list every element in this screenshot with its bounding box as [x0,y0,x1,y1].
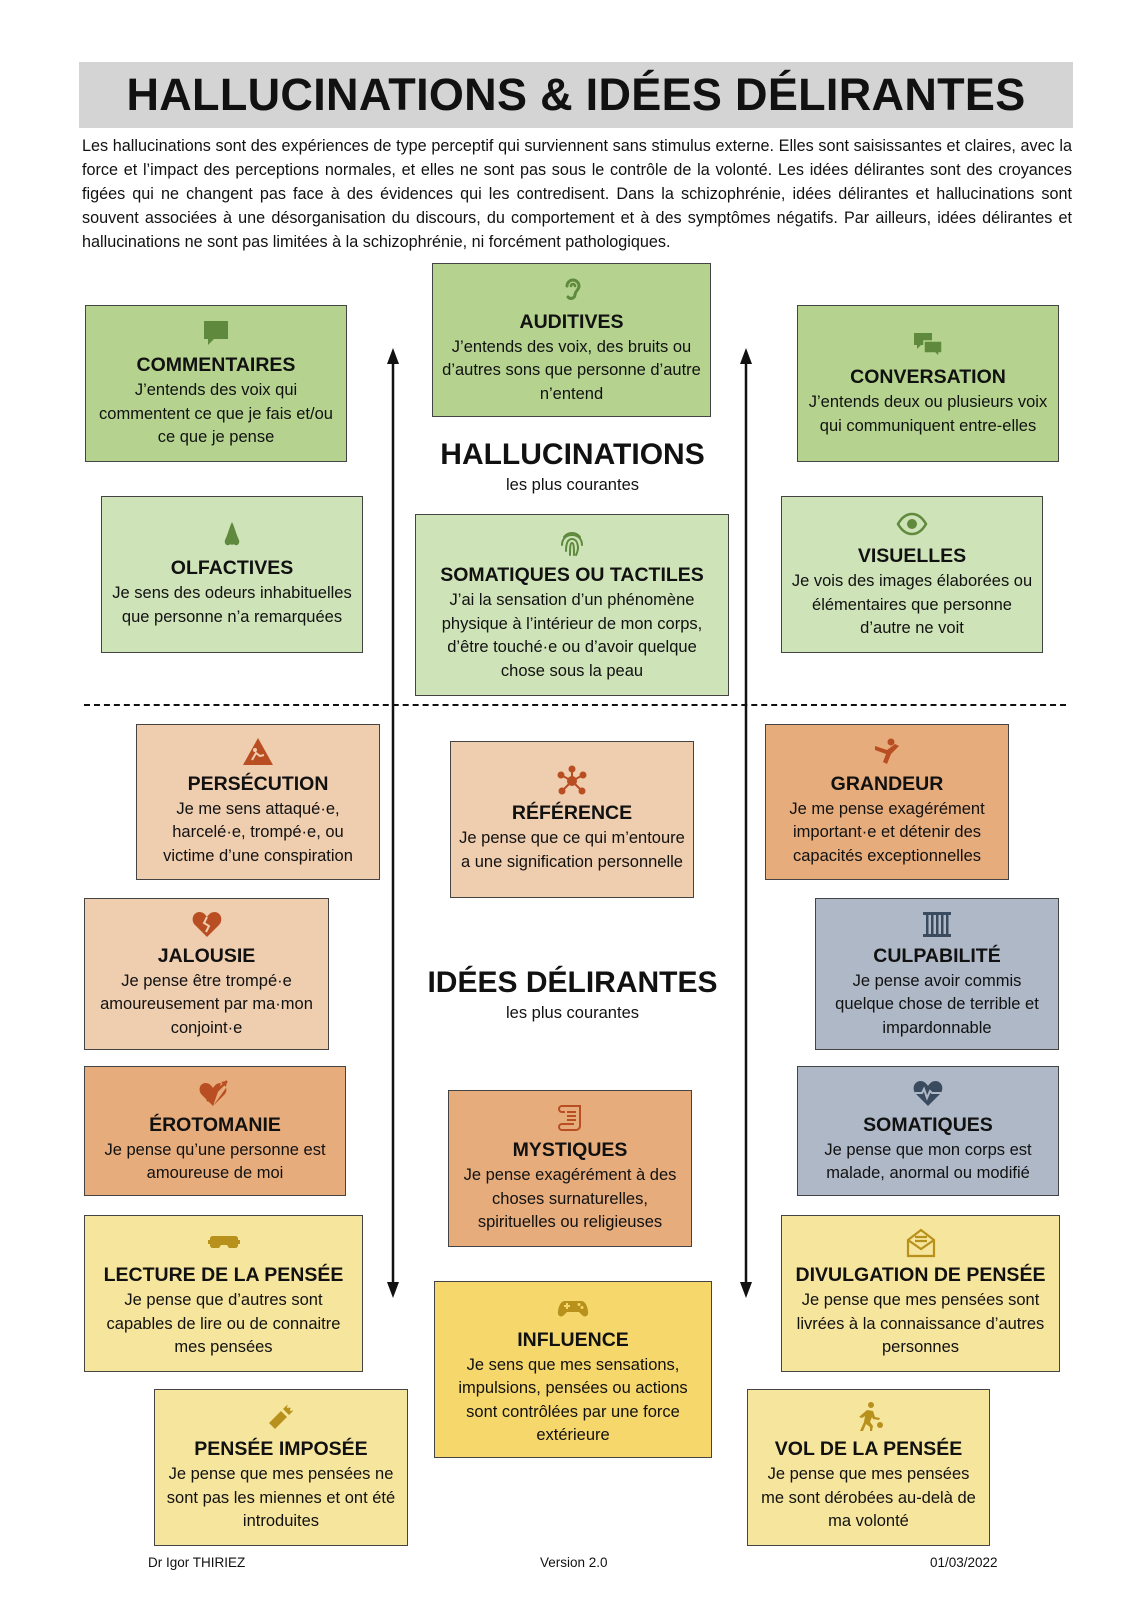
usb-stick-icon [264,1401,298,1433]
box-visuelles: VISUELLES Je vois des images élaborées ou élémentaires que personne d’autre ne voit [781,496,1043,653]
box-divulgation-pensee: DIVULGATION DE PENSÉE Je pense que mes pensées sont livrées à la connaissance d’autres personnes [781,1215,1060,1372]
box-lecture-pensee: LECTURE DE LA PENSÉE Je pense que d’autres sont capables de lire ou de connaitre mes pensées [84,1215,363,1372]
fingerprint-icon [555,527,589,559]
footer-version: Version 2.0 [540,1555,608,1570]
box-pensee-imposee: PENSÉE IMPOSÉE Je pense que mes pensées ne sont pas les miennes et ont été introduites [154,1389,408,1546]
box-olfactives: OLFACTIVES Je sens des odeurs inhabituelles que personne n’a remarquées [101,496,363,653]
prison-icon [920,908,954,940]
left-vertical-arrow [386,348,400,1298]
box-somatiques-tactiles: SOMATIQUES OU TACTILES J’ai la sensation d’un phénomène physique à l’intérieur de mon corps, d’être touché·e ou d’avoir quelque chose sous la peau [415,514,729,696]
speech-bubble-icon [199,317,233,349]
box-vol-pensee: VOL DE LA PENSÉE Je pense que mes pensées me sont dérobées au-delà de ma volonté [747,1389,990,1546]
footer-date: 01/03/2022 [930,1555,998,1570]
conversation-icon [911,329,945,361]
intro-paragraph: Les hallucinations sont des expériences de type perceptif qui surviennent sans stimulus externe. Elles sont saisissantes et claires, avec la force et l’impact des perceptions normales, et elles ne sont pas sous le contrôle de la volonté. Les idées délirantes sont des croyances figées qui ne changent pas face à des évidences qui les contredisent. Dans la schizophrénie, idées délirantes et hallucinations sont souvent associées à une désorganisation du discours, du comportement et à des symptômes négatifs. Par ailleurs, idées délirantes et hallucinations ne sont pas limitées à la schizophrénie, ni forcément pathologiques. [82,137,1072,251]
heart-pulse-icon [911,1077,945,1109]
box-erotomanie: ÉROTOMANIE Je pense qu’une personne est amoureuse de moi [84,1066,346,1196]
superhero-icon [870,736,904,768]
title-bar [79,62,1073,128]
thief-icon [852,1401,886,1433]
nose-icon [215,520,249,552]
box-jalousie: JALOUSIE Je pense être trompé·e amoureusement par ma·mon conjoint·e [84,898,329,1050]
broken-heart-icon [190,908,224,940]
page-title: HALLUCINATIONS & IDÉES DÉLIRANTES [126,69,1026,120]
box-commentaires: COMMENTAIRES J’entends des voix qui commentent ce que je fais et/ou ce que je pense [85,305,347,462]
box-persecution: PERSÉCUTION Je me sens attaqué·e, harcelé·e, trompé·e, ou victime d’une conspiration [136,724,380,880]
box-somatiques: SOMATIQUES Je pense que mon corps est malade, anormal ou modifié [797,1066,1059,1196]
ear-icon [555,274,589,306]
heart-arrow-icon [198,1077,232,1109]
envelope-icon [904,1227,938,1259]
vr-goggles-icon [207,1227,241,1259]
box-mystiques: MYSTIQUES Je pense exagérément à des choses surnaturelles, spirituelles ou religieuses [448,1090,692,1247]
gamepad-icon [556,1292,590,1324]
eye-icon [895,508,929,540]
box-reference: RÉFÉRENCE Je pense que ce qui m’entoure a une signification personnelle [450,741,694,898]
box-conversation: CONVERSATION J’entends deux ou plusieurs voix qui communiquent entre-elles [797,305,1059,462]
box-culpabilite: CULPABILITÉ Je pense avoir commis quelque chose de terrible et impardonnable [815,898,1059,1050]
section-divider [84,704,1066,706]
delusions-heading: IDÉES DÉLIRANTES les plus courantes [427,966,718,1022]
box-influence: INFLUENCE Je sens que mes sensations, impulsions, pensées ou actions sont contrôlées par une force extérieure [434,1281,712,1458]
box-auditives: AUDITIVES J’entends des voix, des bruits ou d’autres sons que personne d’autre n’entend [432,263,711,417]
warning-icon [241,736,275,768]
network-icon [555,765,589,797]
hallucinations-heading: HALLUCINATIONS les plus courantes [440,438,705,494]
box-grandeur: GRANDEUR Je me pense exagérément important·e et détenir des capacités exceptionnelles [765,724,1009,880]
scroll-icon [553,1102,587,1134]
footer-author: Dr Igor THIRIEZ [148,1555,246,1570]
